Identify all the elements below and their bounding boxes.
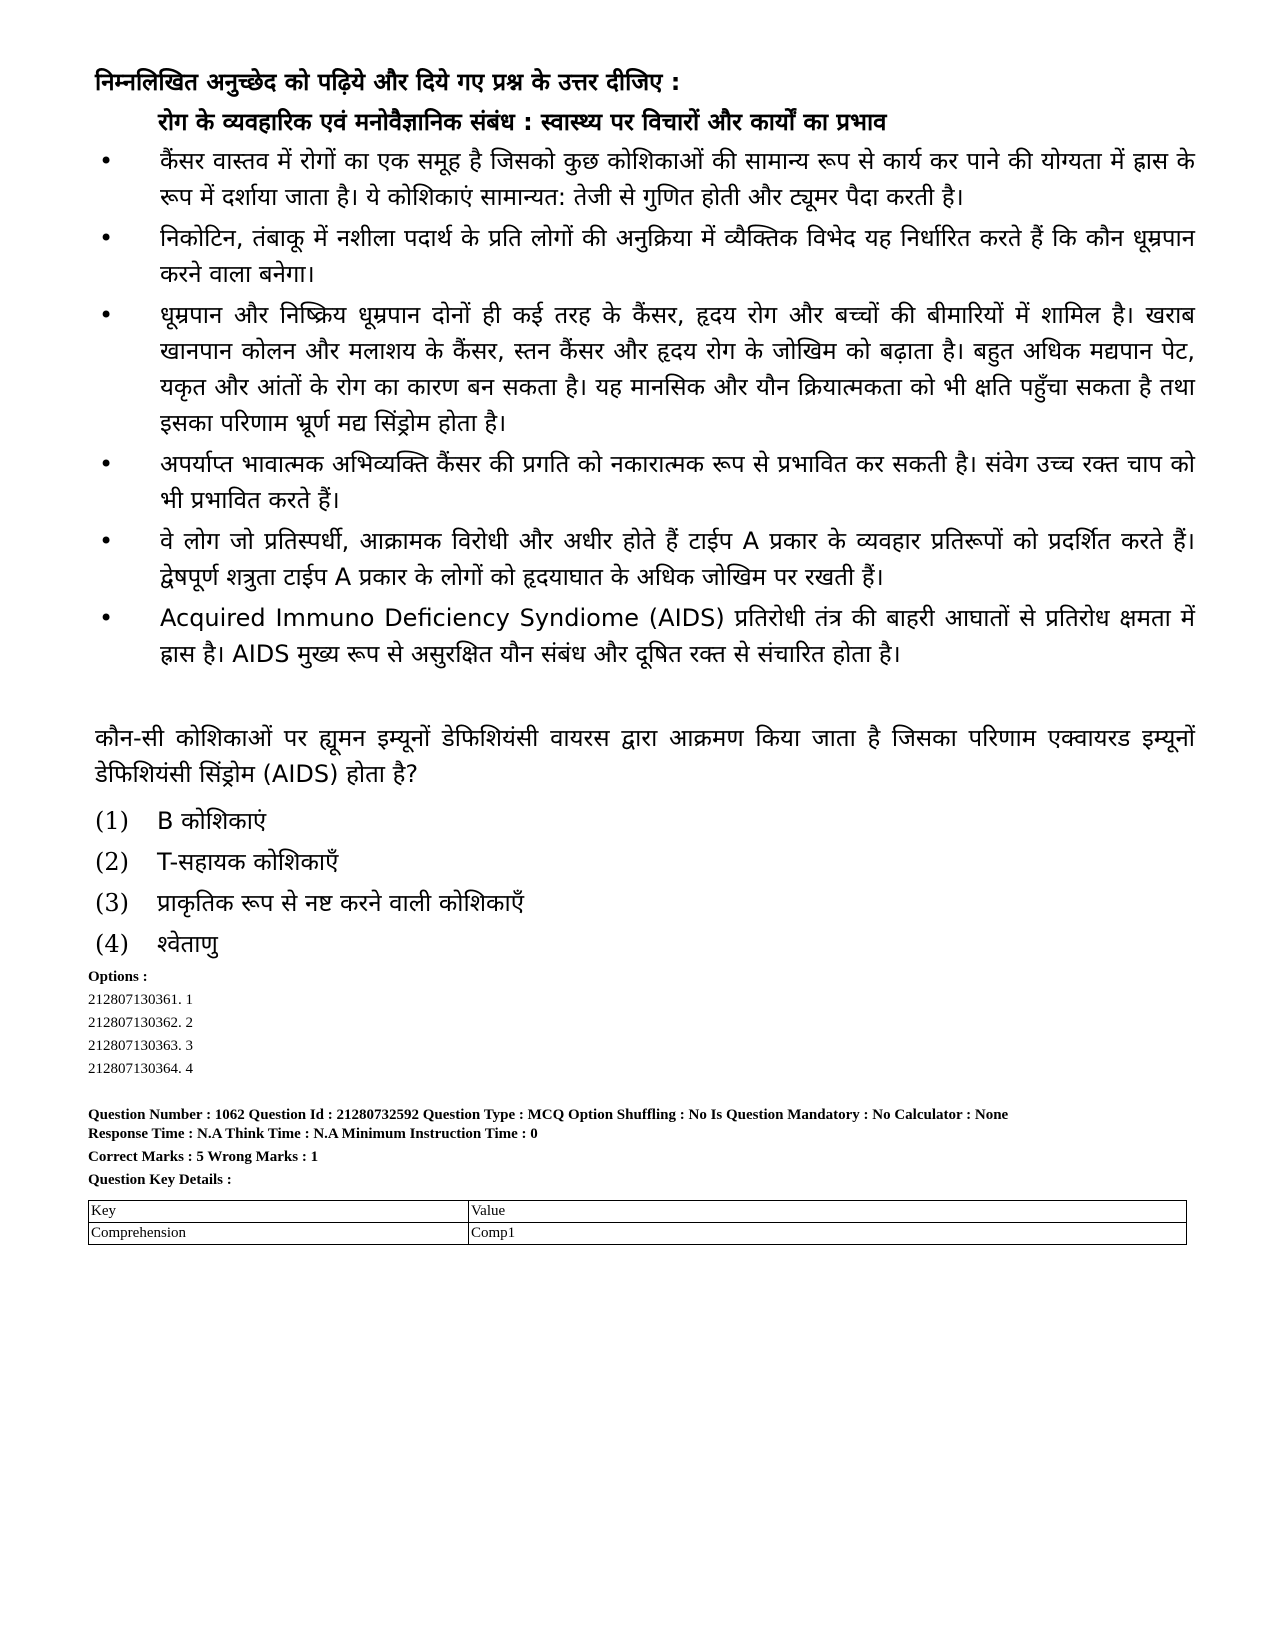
answer-choice	[95, 882, 1095, 923]
choice-number: (4)	[95, 929, 129, 958]
table-row	[89, 1223, 1187, 1245]
marks-line: Correct Marks : 5 Wrong Marks : 1	[88, 1149, 319, 1165]
bullet-icon: •	[99, 527, 114, 555]
choice-number: (1)	[95, 806, 129, 835]
bullet-icon: •	[99, 301, 114, 329]
question-meta-line1: Question Number : 1062 Question Id : 21280732592 Question Type : MCQ Option Shuffling : No Is Question Mandatory : No Calculator : None	[88, 1107, 1009, 1123]
option-id: 212807130361. 1	[88, 992, 193, 1008]
answer-choices	[95, 800, 1095, 964]
bullet-item	[0, 143, 1275, 215]
options-heading: Options :	[88, 969, 148, 985]
table-header-value: Value	[469, 1201, 1187, 1223]
bullet-icon: •	[99, 450, 114, 478]
bullet-item	[0, 297, 1275, 441]
choice-text: प्राकृतिक रूप से नष्ट करने वाली कोशिकाएँ	[157, 889, 524, 917]
table-header-key: Key	[89, 1201, 469, 1223]
bullet-text: धूम्रपान और निष्क्रिय धूम्रपान दोनों ही कई तरह के कैंसर, हृदय रोग और बच्चों की बीमारियों में शामिल है। खराब खानपान कोलन और मलाशय के कैंसर, स्तन कैंसर और हृदय रोग के जोखिम को बढ़ाता है। बहुत अधिक मद्यपान पेट, यकृत और आंतों के रोग का कारण बन सकता है। यह मानसिक और यौन क्रियात्मकता को भी क्षति पहुँचा सकता है तथा इसका परिणाम भ्रूर्ण मद्य सिंड्रोम होता है।	[160, 301, 1195, 437]
bullet-text: वे लोग जो प्रतिस्पर्धी, आक्रामक विरोधी और अधीर होते हैं टाईप A प्रकार के व्यवहार प्रतिरूपों को प्रदर्शित करते हैं। द्वेषपूर्ण शत्रुता टाईप A प्रकार के लोगों को हृदयाघात के अधिक जोखिम पर रखती हैं।	[160, 527, 1195, 591]
key-details-heading: Question Key Details :	[88, 1172, 232, 1188]
answer-choice	[95, 841, 1095, 882]
choice-number: (2)	[95, 847, 129, 876]
choice-text: श्वेताणु	[157, 930, 218, 958]
table-cell-value: Comp1	[469, 1223, 1187, 1245]
bullet-item	[0, 446, 1275, 518]
bullet-text: निकोटिन, तंबाकू में नशीला पदार्थ के प्रति लोगों की अनुक्रिया में व्यैक्तिक विभेद यह निर्धारित करते हैं कि कौन धूम्रपान करने वाला बनेगा।	[160, 224, 1195, 288]
bullet-icon: •	[99, 147, 114, 175]
table-cell-key: Comprehension	[89, 1223, 469, 1245]
bullet-icon: •	[99, 224, 114, 252]
option-id: 212807130362. 2	[88, 1015, 193, 1031]
question-meta-line2: Response Time : N.A Think Time : N.A Minimum Instruction Time : 0	[88, 1126, 538, 1142]
question-text: कौन-सी कोशिकाओं पर ह्यूमन इम्यूनों डेफिशियंसी वायरस द्वारा आक्रमण किया जाता है जिसका परिणाम एक्वायरड इम्यूनों डेफिशियंसी सिंड्रोम (AIDS) होता है?	[95, 724, 1195, 788]
option-id: 212807130363. 3	[88, 1038, 193, 1054]
option-id: 212807130364. 4	[88, 1061, 193, 1077]
options-section	[88, 966, 1188, 1081]
bullet-icon: •	[99, 604, 114, 632]
passage-bullet-list	[0, 143, 1275, 677]
bullet-item	[0, 600, 1275, 672]
choice-number: (3)	[95, 888, 129, 917]
bullet-item	[0, 220, 1275, 292]
passage-instruction: निम्नलिखित अनुच्छेद को पढ़िये और दिये गए प्रश्न के उत्तर दीजिए :	[95, 68, 681, 96]
key-details-table	[88, 1200, 1187, 1245]
bullet-text: Acquired Immuno Deficiency Syndiome (AIDS) प्रतिरोधी तंत्र की बाहरी आघातों से प्रतिरोध क्षमता में ह्रास है। AIDS मुख्य रूप से असुरक्षित यौन संबंध और दूषित रक्त से संचारित होता है।	[160, 604, 1195, 668]
bullet-text: अपर्याप्त भावात्मक अभिव्यक्ति कैंसर की प्रगति को नकारात्मक रूप से प्रभावित कर सकती है। संवेग उच्च रक्त चाप को भी प्रभावित करते हैं।	[160, 450, 1195, 514]
answer-choice	[95, 923, 1095, 964]
answer-choice	[95, 800, 1095, 841]
bullet-text: कैंसर वास्तव में रोगों का एक समूह है जिसको कुछ कोशिकाओं की सामान्य रूप से कार्य कर पाने की योग्यता में ह्रास के रूप में दर्शाया जाता है। ये कोशिकाएं सामान्यत: तेजी से गुणित होती और ट्यूमर पैदा करती है।	[160, 147, 1195, 211]
question-meta	[88, 1106, 1198, 1190]
choice-text: T-सहायक कोशिकाएँ	[157, 848, 339, 876]
bullet-item	[0, 523, 1275, 595]
passage-subtitle: रोग के व्यवहारिक एवं मनोवैज्ञानिक संबंध : स्वास्थ्य पर विचारों और कार्यों का प्रभाव	[158, 108, 887, 136]
choice-text: B कोशिकाएं	[157, 807, 267, 835]
table-header-row	[89, 1201, 1187, 1223]
